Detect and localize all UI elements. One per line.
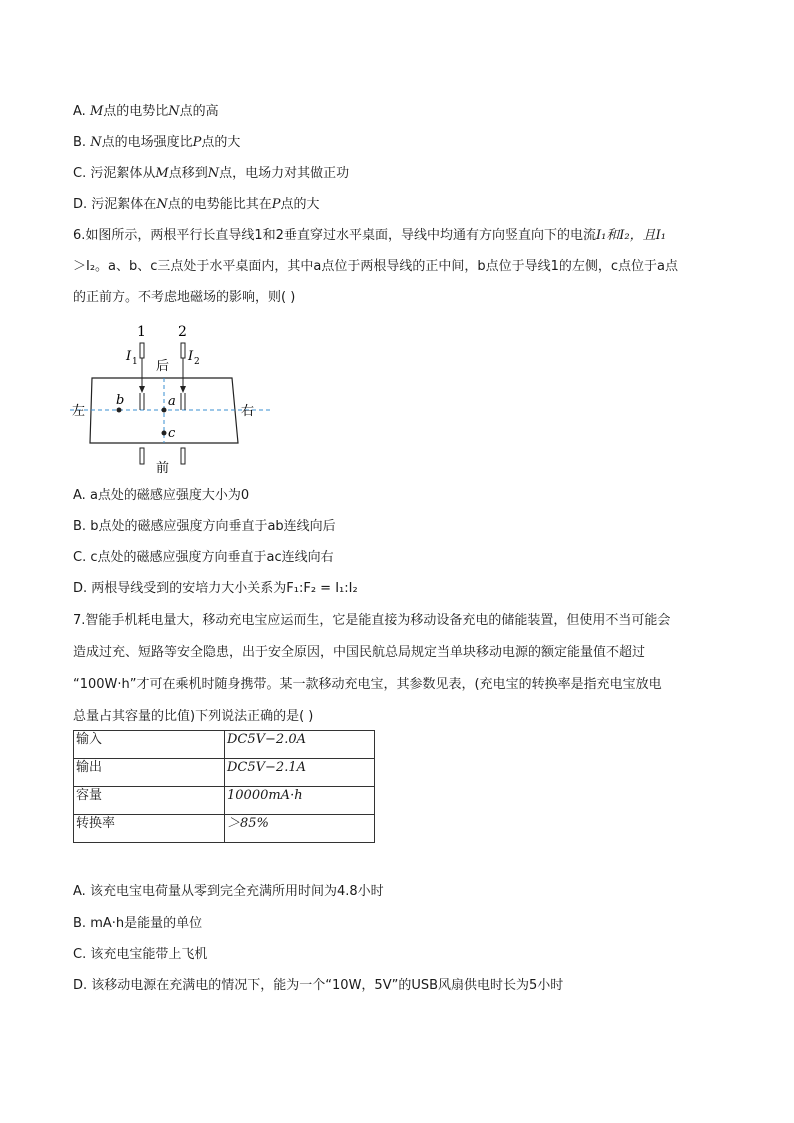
- param-key: 输入: [74, 731, 225, 759]
- point-b-dot: [117, 408, 122, 413]
- q7-stem-line2: 造成过充、短路等安全隐患，出于安全原因，中国民航总局规定当单块移动电源的额定能量值不超过: [73, 645, 646, 660]
- wire-1-bottom: [140, 448, 144, 464]
- param-value: ＞85%: [225, 815, 375, 843]
- q5-option-c: C. 污泥絮体从M点移到N点，电场力对其做正功: [73, 166, 350, 181]
- power-bank-params-table: [73, 730, 375, 843]
- q7-option-d: D. 该移动电源在充满电的情况下，能为一个“10W，5V”的USB风扇供电时长为5小时: [73, 978, 564, 993]
- left-label: 左: [72, 404, 86, 419]
- param-value: 10000mA·h: [225, 787, 375, 815]
- current-1-sub: 1: [132, 357, 138, 367]
- q5-option-b: B. N点的电场强度比P点的大: [73, 135, 241, 150]
- q7-option-c: C. 该充电宝能带上飞机: [73, 947, 208, 962]
- q7-option-b: B. mA·h是能量的单位: [73, 916, 203, 931]
- front-label: 前: [156, 461, 170, 476]
- point-c-dot: [162, 431, 167, 436]
- q6-stem-line3: 的正前方。不考虑地磁场的影响，则( ): [73, 290, 296, 305]
- param-key: 转换率: [74, 815, 225, 843]
- q6-stem-line2: ＞I₂。a、b、c三点处于水平桌面内，其中a点位于两根导线的正中间，b点位于导线1的左侧，c点位于a点: [73, 259, 679, 274]
- point-a-label: a: [168, 394, 176, 409]
- table-row: [74, 787, 375, 815]
- back-label: 后: [156, 359, 170, 374]
- wire-2-arrowhead: [180, 386, 186, 393]
- wire-2-top: [181, 343, 185, 358]
- param-key: 输出: [74, 759, 225, 787]
- point-c-label: c: [168, 426, 176, 441]
- wire-2-label: 2: [178, 324, 187, 340]
- point-a-dot: [162, 408, 167, 413]
- current-1-label: I: [126, 349, 132, 364]
- wire-1-top: [140, 343, 144, 358]
- q5-option-a: A. M点的电势比N点的高: [73, 104, 219, 119]
- table-row: [74, 731, 375, 759]
- q7-stem-line3: “100W·h”才可在乘机时随身携带。某一款移动充电宝，其参数见表，(充电宝的转换率是指充电宝放电: [73, 677, 662, 692]
- wires-diagram: [70, 318, 270, 478]
- table-row: [74, 815, 375, 843]
- param-key: 容量: [74, 787, 225, 815]
- wire-2-bottom: [181, 448, 185, 464]
- wire-1-arrowhead: [139, 386, 145, 393]
- right-label: 右: [241, 404, 255, 419]
- q6-option-d: D. 两根导线受到的安培力大小关系为F₁:F₂ = I₁:I₂: [73, 581, 358, 596]
- q7-option-a: A. 该充电宝电荷量从零到完全充满所用时间为4.8小时: [73, 884, 384, 899]
- table-row: [74, 759, 375, 787]
- param-value: DC5V−2.1A: [225, 759, 375, 787]
- q6-option-a: A. a点处的磁感应强度大小为0: [73, 488, 250, 503]
- wire-1-label: 1: [137, 324, 146, 340]
- q7-stem-line1: 7.智能手机耗电量大，移动充电宝应运而生，它是能直接为移动设备充电的储能装置，但使用不当可能会: [73, 613, 671, 628]
- q7-stem-line4: 总量占其容量的比值)下列说法正确的是( ): [73, 709, 314, 724]
- q6-stem-line1: 6.如图所示，两根平行长直导线1和2垂直穿过水平桌面，导线中均通有方向竖直向下的电流I₁和I₂，且I₁: [73, 228, 666, 243]
- q6-option-b: B. b点处的磁感应强度方向垂直于ab连线向后: [73, 519, 336, 534]
- q5-option-d: D. 污泥絮体在N点的电势能比其在P点的大: [73, 197, 320, 212]
- current-2-label: I: [188, 349, 194, 364]
- current-2-sub: 2: [194, 357, 200, 367]
- q6-option-c: C. c点处的磁感应强度方向垂直于ac连线向右: [73, 550, 334, 565]
- point-b-label: b: [116, 393, 125, 408]
- param-value: DC5V−2.0A: [225, 731, 375, 759]
